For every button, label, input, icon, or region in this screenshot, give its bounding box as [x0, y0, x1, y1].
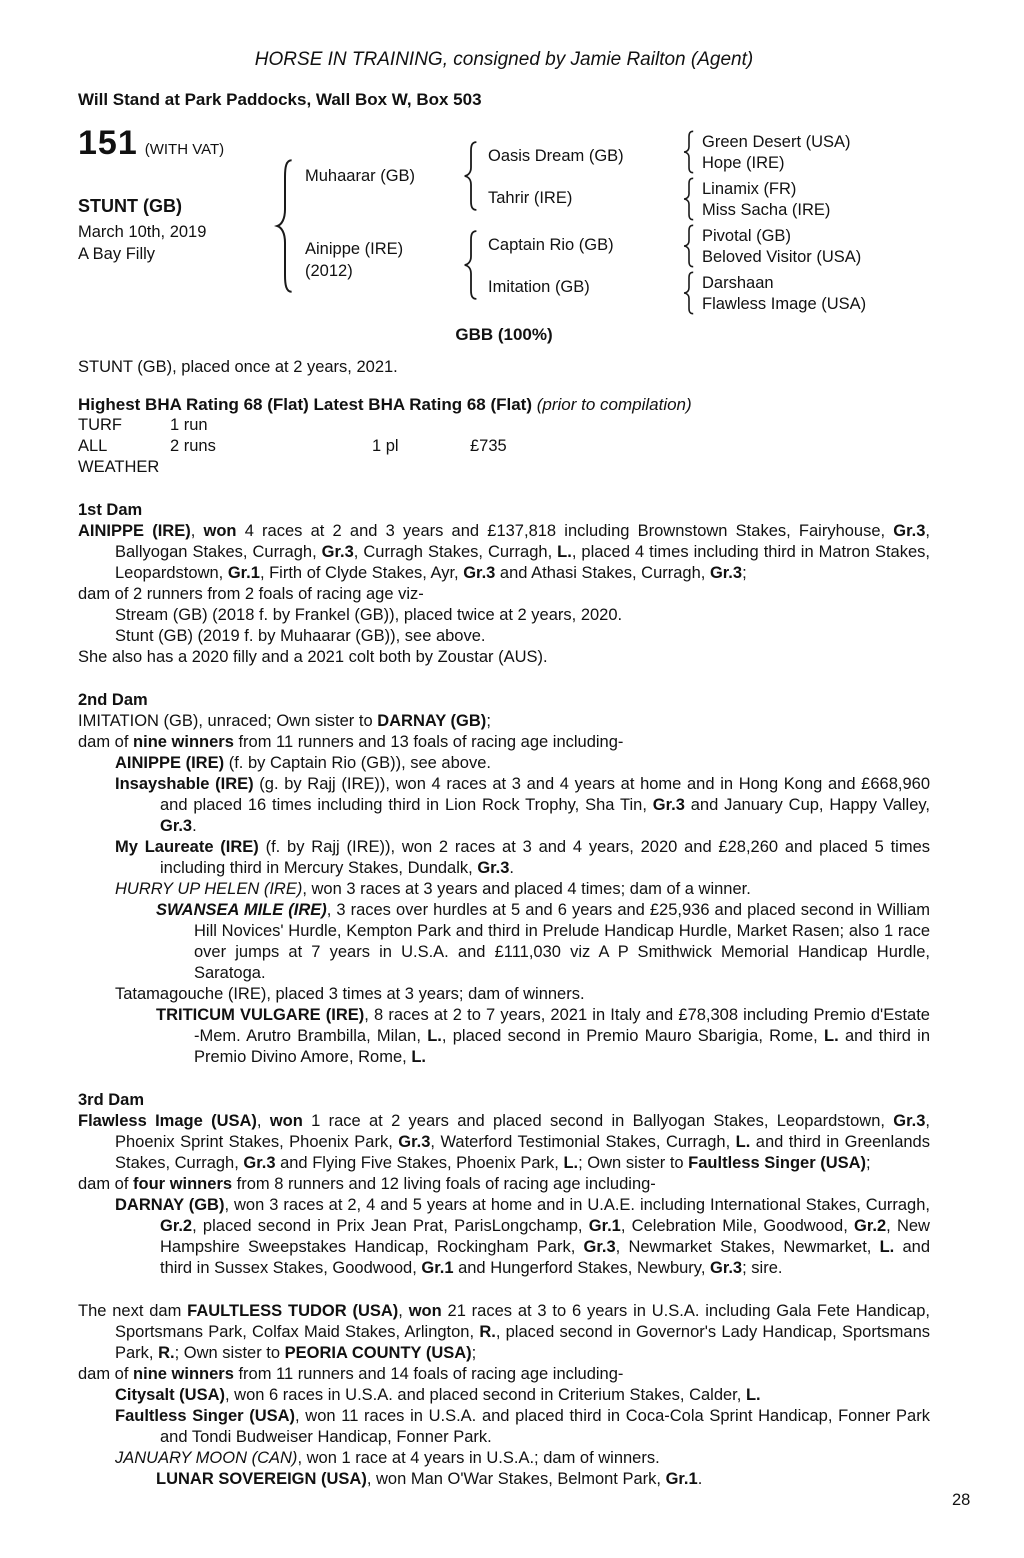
great-grandparent-name: Darshaan	[702, 274, 774, 292]
pedigree-paragraph: Insayshable (IRE) (g. by Rajj (IRE)), won 4 races at 3 and 4 years at home and in Hong Kong and £668,960 and placed 16 times including third in Lion Rock Trophy, Sha Tin, Gr.3 and January Cup, Happy Valley, Gr.3.	[115, 775, 930, 835]
sire-pair-brace	[462, 140, 480, 212]
pedigree-paragraph: AINIPPE (IRE), won 4 races at 2 and 3 years and £137,818 including Brownstown Stakes, Fairyhouse, Gr.3, Ballyogan Stakes, Curragh, Gr.3, Curragh Stakes, Curragh, L., placed 4 times including third in Matron Stakes, Leopardstown, Gr.1, Firth of Clyde Stakes, Ayr, Gr.3 and Athasi Stakes, Curragh, Gr.3;	[78, 522, 930, 582]
lot-vat-note: (WITH VAT)	[144, 141, 225, 158]
pedigree-paragraph: HURRY UP HELEN (IRE), won 3 races at 3 years and placed 4 times; dam of a winner.	[115, 880, 751, 898]
pedigree-paragraph: DARNAY (GB), won 3 races at 2, 4 and 5 years at home and in U.A.E. including International Stakes, Curragh, Gr.2, placed second in Prix Jean Prat, ParisLongchamp, Gr.1, Celebration Mile, Goodwood, Gr.2, New Hampshire Sweepstakes Handicap, Rockingham Park, Gr.3, Newmarket Stakes, Newmarket, L. and third in Sussex Stakes, Goodwood, Gr.1 and Hungerford Stakes, Newbury, Gr.3; sire.	[115, 1196, 930, 1277]
great-grandparent-brace	[682, 271, 696, 315]
pedigree-paragraph: TRITICUM VULGARE (IRE), 8 races at 2 to 7 years, 2021 in Italy and £78,308 including Premio d'Estate -Mem. Arutro Brambilla, Milan, L., placed second in Premio Mauro Sbarigia, Rome, L. and third in Premio Divino Amore, Rome, L.	[156, 1006, 930, 1066]
dam-pair-brace	[462, 229, 480, 301]
lot-header	[78, 126, 224, 160]
pedigree-paragraph: JANUARY MOON (CAN), won 1 race at 4 years in U.S.A.; dam of winners.	[115, 1449, 660, 1467]
dam-heading: 2nd Dam	[78, 691, 148, 709]
race-record-row	[78, 415, 930, 436]
runs-value: 1 run	[170, 416, 208, 434]
earnings-value	[470, 415, 930, 436]
pedigree-paragraph: dam of nine winners from 11 runners and 14 foals of racing age including-	[78, 1365, 624, 1383]
runs-value: 2 runs	[170, 437, 216, 455]
surface-label: ALL WEATHER	[78, 437, 160, 476]
pedigree-paragraph: My Laureate (IRE) (f. by Rajj (IRE)), won 2 races at 3 and 4 years, 2020 and £28,260 and placed 5 times including third in Mercury Stakes, Dundalk, Gr.3.	[115, 838, 930, 877]
horse-description: A Bay Filly	[78, 245, 156, 263]
pedigree-paragraph: dam of four winners from 8 runners and 12 living foals of racing age including-	[78, 1175, 656, 1193]
pedigree-paragraph: Stunt (GB) (2019 f. by Muhaarar (GB)), see above.	[115, 627, 486, 645]
great-grandparent-name: Pivotal (GB)	[702, 227, 791, 245]
pedigree-paragraph: She also has a 2020 filly and a 2021 colt both by Zoustar (AUS).	[78, 648, 548, 666]
great-grandparent-brace	[682, 224, 696, 268]
dam-name	[305, 238, 403, 282]
race-record	[78, 394, 930, 478]
pedigree-paragraph: Stream (GB) (2018 f. by Frankel (GB)), placed twice at 2 years, 2020.	[115, 606, 623, 624]
great-grandparent-brace	[682, 130, 696, 174]
pedigree-paragraph: Citysalt (USA), won 6 races in U.S.A. and placed second in Criterium Stakes, Calder, L.	[115, 1386, 761, 1404]
grandparent-name: Imitation (GB)	[488, 278, 590, 296]
horse-name: STUNT (GB)	[78, 196, 182, 216]
pedigree-paragraph: Tatamagouche (IRE), placed 3 times at 3 years; dam of winners.	[115, 985, 585, 1003]
pedigree-paragraph: SWANSEA MILE (IRE), 3 races over hurdles at 5 and 6 years and £25,936 and placed second in William Hill Novices' Hurdle, Kempton Park and third in Prelude Handicap Hurdle, Market Rasen; also 1 race over jumps at 7 years in U.S.A. and £111,030 viz A P Smithwick Memorial Handicap Hurdle, Saratoga.	[156, 901, 931, 982]
great-grandparent-name: Flawless Image (USA)	[702, 295, 867, 313]
stand-location: Will Stand at Park Paddocks, Wall Box W, Box 503	[78, 90, 482, 109]
lot-number: 151	[78, 124, 138, 162]
places-value	[372, 415, 470, 436]
pedigree-paragraph: The next dam FAULTLESS TUDOR (USA), won 21 races at 3 to 6 years in U.S.A. including Gala Fete Handicap, Sportsmans Park, Colfax Maid Stakes, Arlington, R., placed second in Governor's Lady Handicap, Sportsmans Park, R.; Own sister to PEORIA COUNTY (USA);	[78, 1302, 931, 1362]
pedigree-paragraph: AINIPPE (IRE) (f. by Captain Rio (GB)), see above.	[115, 754, 491, 772]
race-record-row	[78, 436, 930, 478]
pedigree-paragraph: LUNAR SOVEREIGN (USA), won Man O'War Stakes, Belmont Park, Gr.1.	[156, 1470, 703, 1488]
dam-section-next	[78, 1301, 930, 1490]
gbb-status: GBB (100%)	[455, 325, 553, 344]
pedigree-diagram	[78, 126, 930, 322]
places-value: 1 pl	[372, 437, 399, 455]
race-summary: STUNT (GB), placed once at 2 years, 2021.	[78, 358, 398, 376]
pedigree-paragraph: Flawless Image (USA), won 1 race at 2 years and placed second in Ballyogan Stakes, Leopardstown, Gr.3, Phoenix Sprint Stakes, Phoenix Park, Gr.3, Waterford Testimonial Stakes, Curragh, L. and third in Greenlands Stakes, Curragh, Gr.3 and Flying Five Stakes, Phoenix Park, L.; Own sister to Faultless Singer (USA);	[78, 1112, 930, 1172]
page-title: HORSE IN TRAINING, consigned by Jamie Railton (Agent)	[254, 49, 754, 70]
great-grandparent-name: Green Desert (USA)	[702, 133, 851, 151]
page-number: 28	[952, 1491, 971, 1509]
foal-date: March 10th, 2019	[78, 223, 207, 241]
pedigree-paragraph: dam of 2 runners from 2 foals of racing age viz-	[78, 585, 424, 603]
sire-name: Muhaarar (GB)	[305, 167, 416, 185]
surface-label: TURF	[78, 416, 122, 434]
dam-section-1	[78, 500, 930, 668]
dam-name-text: Ainippe (IRE)	[305, 240, 404, 258]
dam-heading: 1st Dam	[78, 501, 143, 519]
dam-heading: 3rd Dam	[78, 1091, 145, 1109]
grandparent-name: Tahrir (IRE)	[488, 189, 573, 207]
dam-foal-year: (2012)	[305, 262, 353, 280]
great-grandparent-name: Miss Sacha (IRE)	[702, 201, 831, 219]
pedigree-paragraph: Faultless Singer (USA), won 11 races in U.S.A. and placed third in Coca-Cola Sprint Handicap, Fonner Park and Tondi Budweiser Handicap, Fonner Park.	[115, 1407, 930, 1446]
great-grandparent-name: Linamix (FR)	[702, 180, 797, 198]
pedigree-main-brace	[274, 156, 296, 296]
earnings-value: £735	[470, 437, 507, 455]
grandparent-name: Captain Rio (GB)	[488, 236, 614, 254]
great-grandparent-name: Beloved Visitor (USA)	[702, 248, 862, 266]
dam-section-2	[78, 690, 930, 1068]
great-grandparent-name: Hope (IRE)	[702, 154, 785, 172]
pedigree-paragraph: dam of nine winners from 11 runners and 13 foals of racing age including-	[78, 733, 624, 751]
pedigree-paragraph: IMITATION (GB), unraced; Own sister to DARNAY (GB);	[78, 712, 491, 730]
bha-rating-line: Highest BHA Rating 68 (Flat) Latest BHA Rating 68 (Flat) (prior to compilation)	[78, 395, 692, 414]
grandparent-name: Oasis Dream (GB)	[488, 147, 624, 165]
great-grandparent-brace	[682, 177, 696, 221]
dam-section-3	[78, 1090, 930, 1279]
